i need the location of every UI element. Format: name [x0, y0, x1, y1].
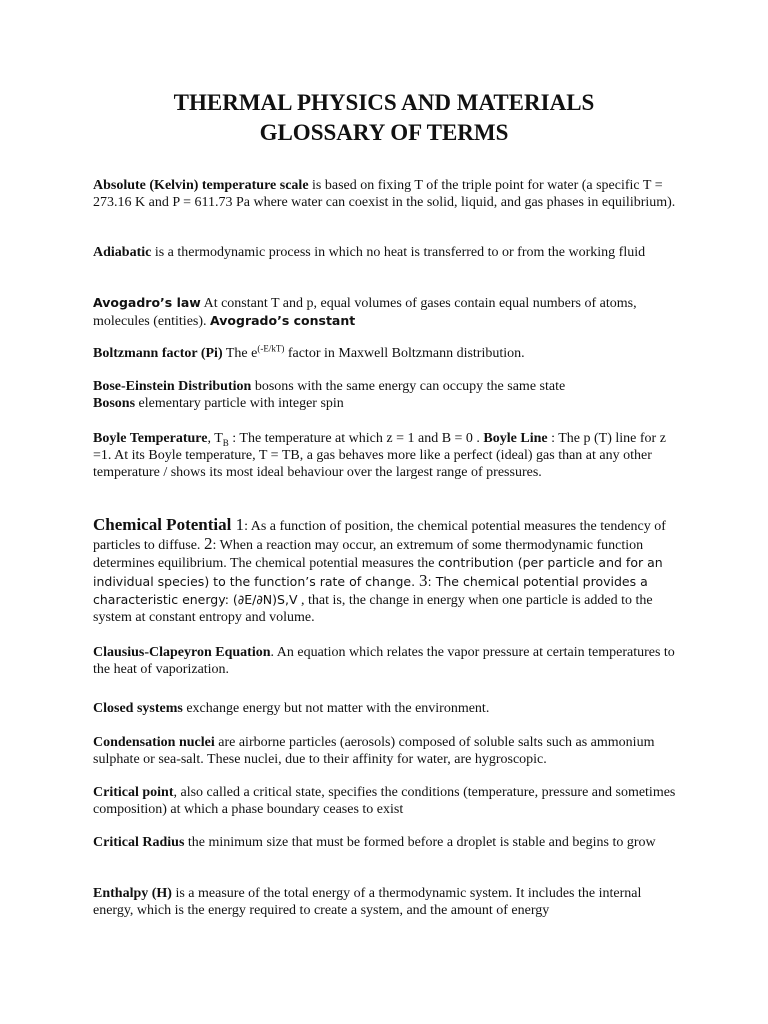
definition-secondary: elementary particle with integer spin: [135, 396, 344, 411]
definition-4: : The chemical potential provides a characteristic energy: (∂E/∂N)S,V: [93, 574, 648, 607]
definition-2: : When a reaction may occur, an extremum of some thermodynamic function determines equilibrium. The chemical potential measures the: [93, 538, 644, 571]
definition: exchange energy but not matter with the environment.: [182, 701, 490, 716]
entry-clausius-clapeyron: [93, 644, 677, 678]
term-secondary: Bosons: [93, 396, 136, 411]
entry-closed-systems: [93, 700, 677, 717]
definition: is a thermodynamic process in which no heat is transferred to or from the working fluid: [151, 245, 646, 260]
definition-post: factor in Maxwell Boltzmann distribution.: [284, 346, 525, 361]
definition-a: , T: [207, 431, 223, 446]
term: Absolute (Kelvin) temperature scale: [93, 178, 309, 193]
term: Avogadro’s law: [93, 295, 201, 310]
subscript: B: [222, 437, 229, 448]
term: Condensation nuclei: [93, 735, 215, 750]
definition-pre: The e: [222, 346, 258, 361]
exponent: (-E/kT): [257, 343, 285, 354]
definition-b: : The temperature at which z = 1 and B = 0 .: [228, 431, 484, 446]
definition-c: : The p (T) line for z =1. At its Boyle temperature, T = TB, a gas behaves more like a perfect (ideal) gas than at any other temperature / shows its most ideal behaviour over the largest range of pressures.: [93, 431, 666, 480]
entry-bose-einstein: [93, 378, 677, 412]
definition: At constant T and p, equal volumes of gases contain equal numbers of atoms, molecules (entities).: [93, 296, 637, 329]
item-number-3: 3: [419, 571, 428, 590]
entry-boyle: [93, 430, 677, 481]
entry-absolute-temperature: [93, 177, 677, 211]
term: Enthalpy (H): [93, 886, 172, 901]
title-line-1: THERMAL PHYSICS AND MATERIALS: [173, 90, 595, 115]
definition: are airborne particles (aerosols) composed of soluble salts such as ammonium sulphate or sea-salt. These nuclei, due to their affinity for water, are hygroscopic.: [93, 735, 655, 767]
definition-3: contribution (per particle and for an individual species) to the function’s rate of change.: [93, 555, 663, 589]
definition: is a measure of the total energy of a thermodynamic system. It includes the internal energy, which is the energy required to create a system, and the amount of energy: [93, 886, 642, 918]
entry-condensation-nuclei: [93, 734, 677, 768]
entry-critical-radius: [93, 834, 677, 851]
term: Critical Radius: [93, 835, 185, 850]
term: Adiabatic: [93, 245, 152, 260]
definition: . An equation which relates the vapor pressure at certain temperatures to the heat of vaporization.: [93, 645, 675, 677]
term: Bose-Einstein Distribution: [93, 379, 252, 394]
definition-5: , that is, the change in energy when one particle is added to the system at constant entropy and volume.: [93, 593, 653, 625]
entry-enthalpy: [93, 885, 677, 919]
definition-1: : As a function of position, the chemical potential measures the tendency of particles to diffuse.: [93, 519, 666, 553]
term-secondary: Boyle Line: [483, 431, 548, 446]
definition: the minimum size that must be formed before a droplet is stable and begins to grow: [184, 835, 656, 850]
item-number-1: 1: [231, 515, 245, 534]
entry-boltzmann: [93, 345, 677, 362]
term: Critical point: [93, 785, 174, 800]
title-line-2: GLOSSARY OF TERMS: [259, 120, 509, 145]
entry-critical-point: [93, 784, 677, 818]
term: Boltzmann factor (Pi): [93, 346, 223, 361]
term-secondary: Avogrado’s constant: [210, 313, 356, 328]
term: Chemical Potential: [93, 515, 232, 534]
term: Closed systems: [93, 701, 183, 716]
entry-avogadro: [93, 294, 677, 330]
entry-chemical-potential: [93, 516, 677, 626]
item-number-2: 2: [203, 534, 213, 553]
definition: is based on fixing T of the triple point for water (a specific T = 273.16 K and P = 611.73 Pa where water can coexist in the solid, liquid, and gas phases in equilibrium).: [93, 178, 676, 210]
entry-adiabatic: [93, 244, 677, 261]
page-title: [0, 88, 768, 148]
definition: , also called a critical state, specifies the conditions (temperature, pressure and sometimes composition) at which a phase boundary ceases to exist: [93, 785, 676, 817]
definition: bosons with the same energy can occupy the same state: [251, 379, 566, 394]
term: Boyle Temperature: [93, 431, 208, 446]
term: Clausius-Clapeyron Equation: [93, 645, 271, 660]
